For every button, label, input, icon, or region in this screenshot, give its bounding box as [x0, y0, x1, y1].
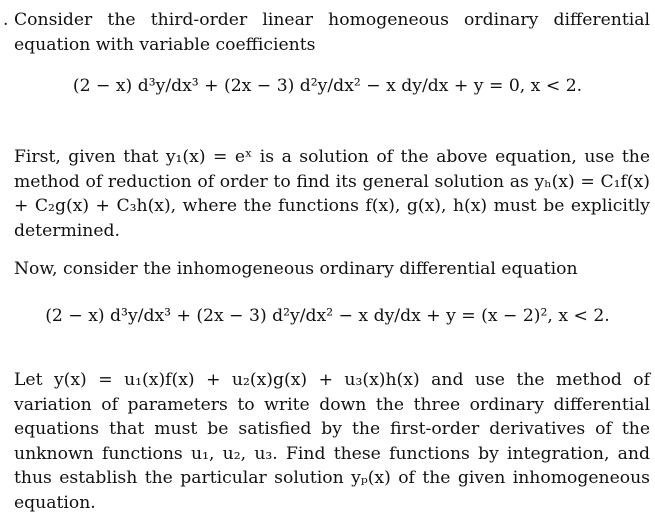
reduction-of-order-text: First, given that y₁(x) = eˣ is a solution of the above equation, use the method of reduction of order to find its general solution as yₕ(x) = C₁f(x) + C₂g(x) + C₃h(x), where the functions f(x), g(x), h(x) must be explicitly determined. — [14, 147, 650, 241]
variation-of-parameters-paragraph — [14, 368, 650, 515]
homogeneous-equation — [0, 76, 655, 96]
lead-marker: . — [3, 10, 9, 30]
reduction-of-order-paragraph — [14, 145, 650, 243]
intro-paragraph — [3, 8, 650, 57]
variation-of-parameters-text: Let y(x) = u₁(x)f(x) + u₂(x)g(x) + u₃(x)h(x) and use the method of variation of parameters to write down the three ordinary differential equations that must be satisfied by the first-order derivatives of the unknown functions u₁, u₂, u₃. Find these functions by integration, and thus establish the particular solution yₚ(x) of the given inhomogeneous equation. — [14, 370, 650, 513]
homogeneous-equation-text: (2 − x) d³y/dx³ + (2x − 3) d²y/dx² − x dy/dx + y = 0, x < 2. — [72, 76, 583, 96]
inhomogeneous-equation — [0, 306, 655, 326]
inhomogeneous-equation-text: (2 − x) d³y/dx³ + (2x − 3) d²y/dx² − x dy/dx + y = (x − 2)², x < 2. — [45, 306, 610, 326]
inhomogeneous-intro-paragraph — [14, 257, 650, 282]
inhomogeneous-intro-text: Now, consider the inhomogeneous ordinary differential equation — [14, 259, 578, 279]
intro-text: Consider the third-order linear homogeneous ordinary differential equation with variable coefficients — [14, 10, 650, 55]
